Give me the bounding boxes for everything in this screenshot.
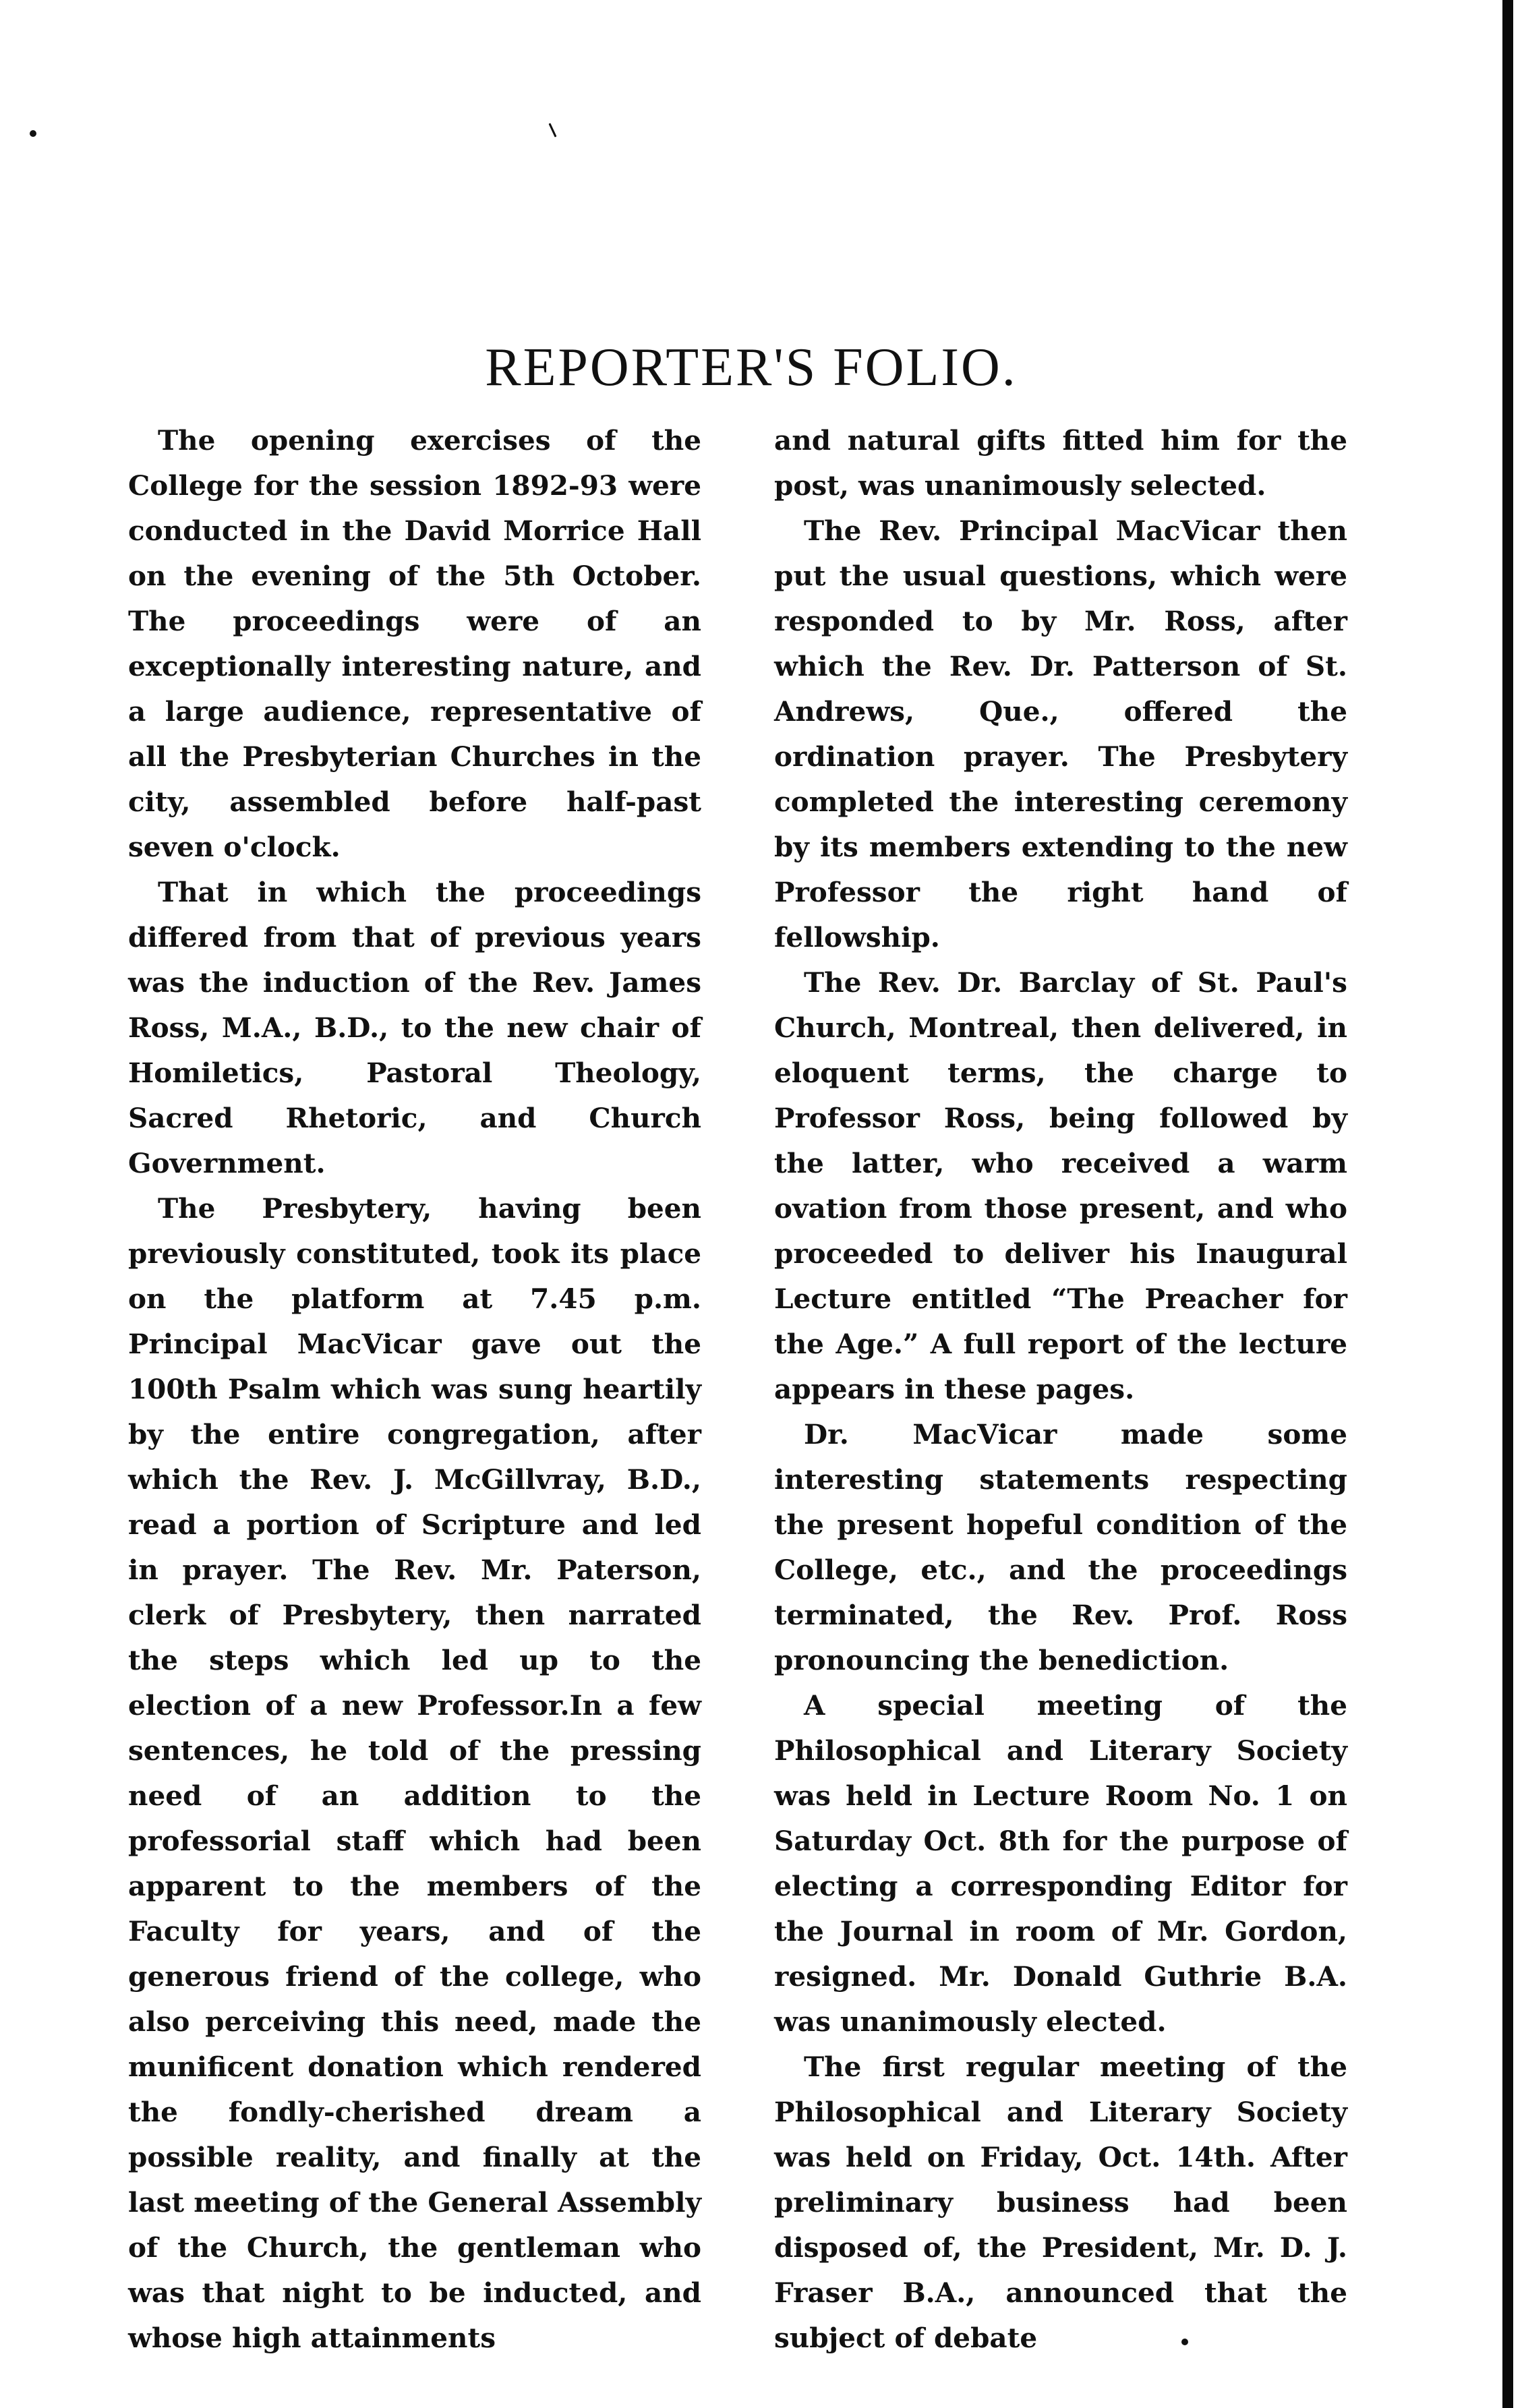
paragraph: That in which the proceedings differed from that of previous years was the induction of the Rev. James Ross, M.A., B.D., to the new chair of Homiletics, Pastoral Theology, Sacred Rhetoric, and Church Government. [128, 876, 701, 1179]
right-column [774, 418, 1347, 2361]
left-column [128, 418, 701, 2361]
page-edge-rule [1502, 0, 1513, 2408]
paragraph: Dr. MacVicar made some interesting statements respecting the present hopeful condition of the College, etc., and the proceedings terminated, the Rev. Prof. Ross pronouncing the benediction. [774, 1418, 1347, 1676]
print-speck [30, 130, 36, 137]
paragraph: The first regular meeting of the Philosophical and Literary Society was held on Friday, Oct. 14th. After preliminary business had been disposed of, the President, Mr. D. J. Fraser B.A., announced that the subject of debate [774, 2051, 1347, 2354]
paragraph: The opening exercises of the College for the session 1892-93 were conducted in the David Morrice Hall on the evening of the 5th October. The proceedings were of an exceptionally interesting nature, and a large audience, representative of all the Presbyterian Churches in the city, assembled before half-past seven o'clock. [128, 424, 701, 863]
paragraph: The Rev. Principal MacVicar then put the usual questions, which were responded to by Mr. Ross, after which the Rev. Dr. Patterson of St. Andrews, Que., offered the ordination prayer. The Presbytery completed the interesting ceremony by its members extending to the new Professor the right hand of fellowship. [774, 515, 1347, 953]
paragraph: The Rev. Dr. Barclay of St. Paul's Church, Montreal, then delivered, in eloquent terms, the charge to Professor Ross, being followed by the latter, who received a warm ovation from those present, and who proceeded to deliver his Inaugural Lecture entitled “The Preacher for the Age.” A full report of the lecture appears in these pages. [774, 966, 1347, 1405]
page-title: REPORTER'S FOLIO. [485, 338, 1018, 397]
paragraph: The Presbytery, having been previously constituted, took its place on the platform at 7.45 p.m. Principal MacVicar gave out the 100th Psalm which was sung heartily by the entire congregation, after which the Rev. J. McGillvray, B.D., read a portion of Scripture and led in prayer. The Rev. Mr. Paterson, clerk of Presbytery, then narrated the steps which led up to the election of a new Professor.In a few sentences, he told of the pressing need of an addition to the professorial staff which had been apparent to the members of the Faculty for years, and of the generous friend of the college, who also perceiving this need, made the munificent donation which rendered the fondly-cherished dream a possible reality, and finally at the last meeting of the General Assembly of the Church, the gentleman who was that night to be inducted, and whose high attainments [128, 1192, 701, 2354]
paragraph-continuation: and natural gifts fitted him for the post, was unanimously selected. [774, 424, 1347, 502]
paragraph: A special meeting of the Philosophical and Literary Society was held in Lecture Room No. 1 on Saturday Oct. 8th for the purpose of electing a corresponding Editor for the Journal in room of Mr. Gordon, resigned. Mr. Donald Guthrie B.A. was unanimously elected. [774, 1689, 1347, 2038]
print-speck [548, 123, 556, 137]
